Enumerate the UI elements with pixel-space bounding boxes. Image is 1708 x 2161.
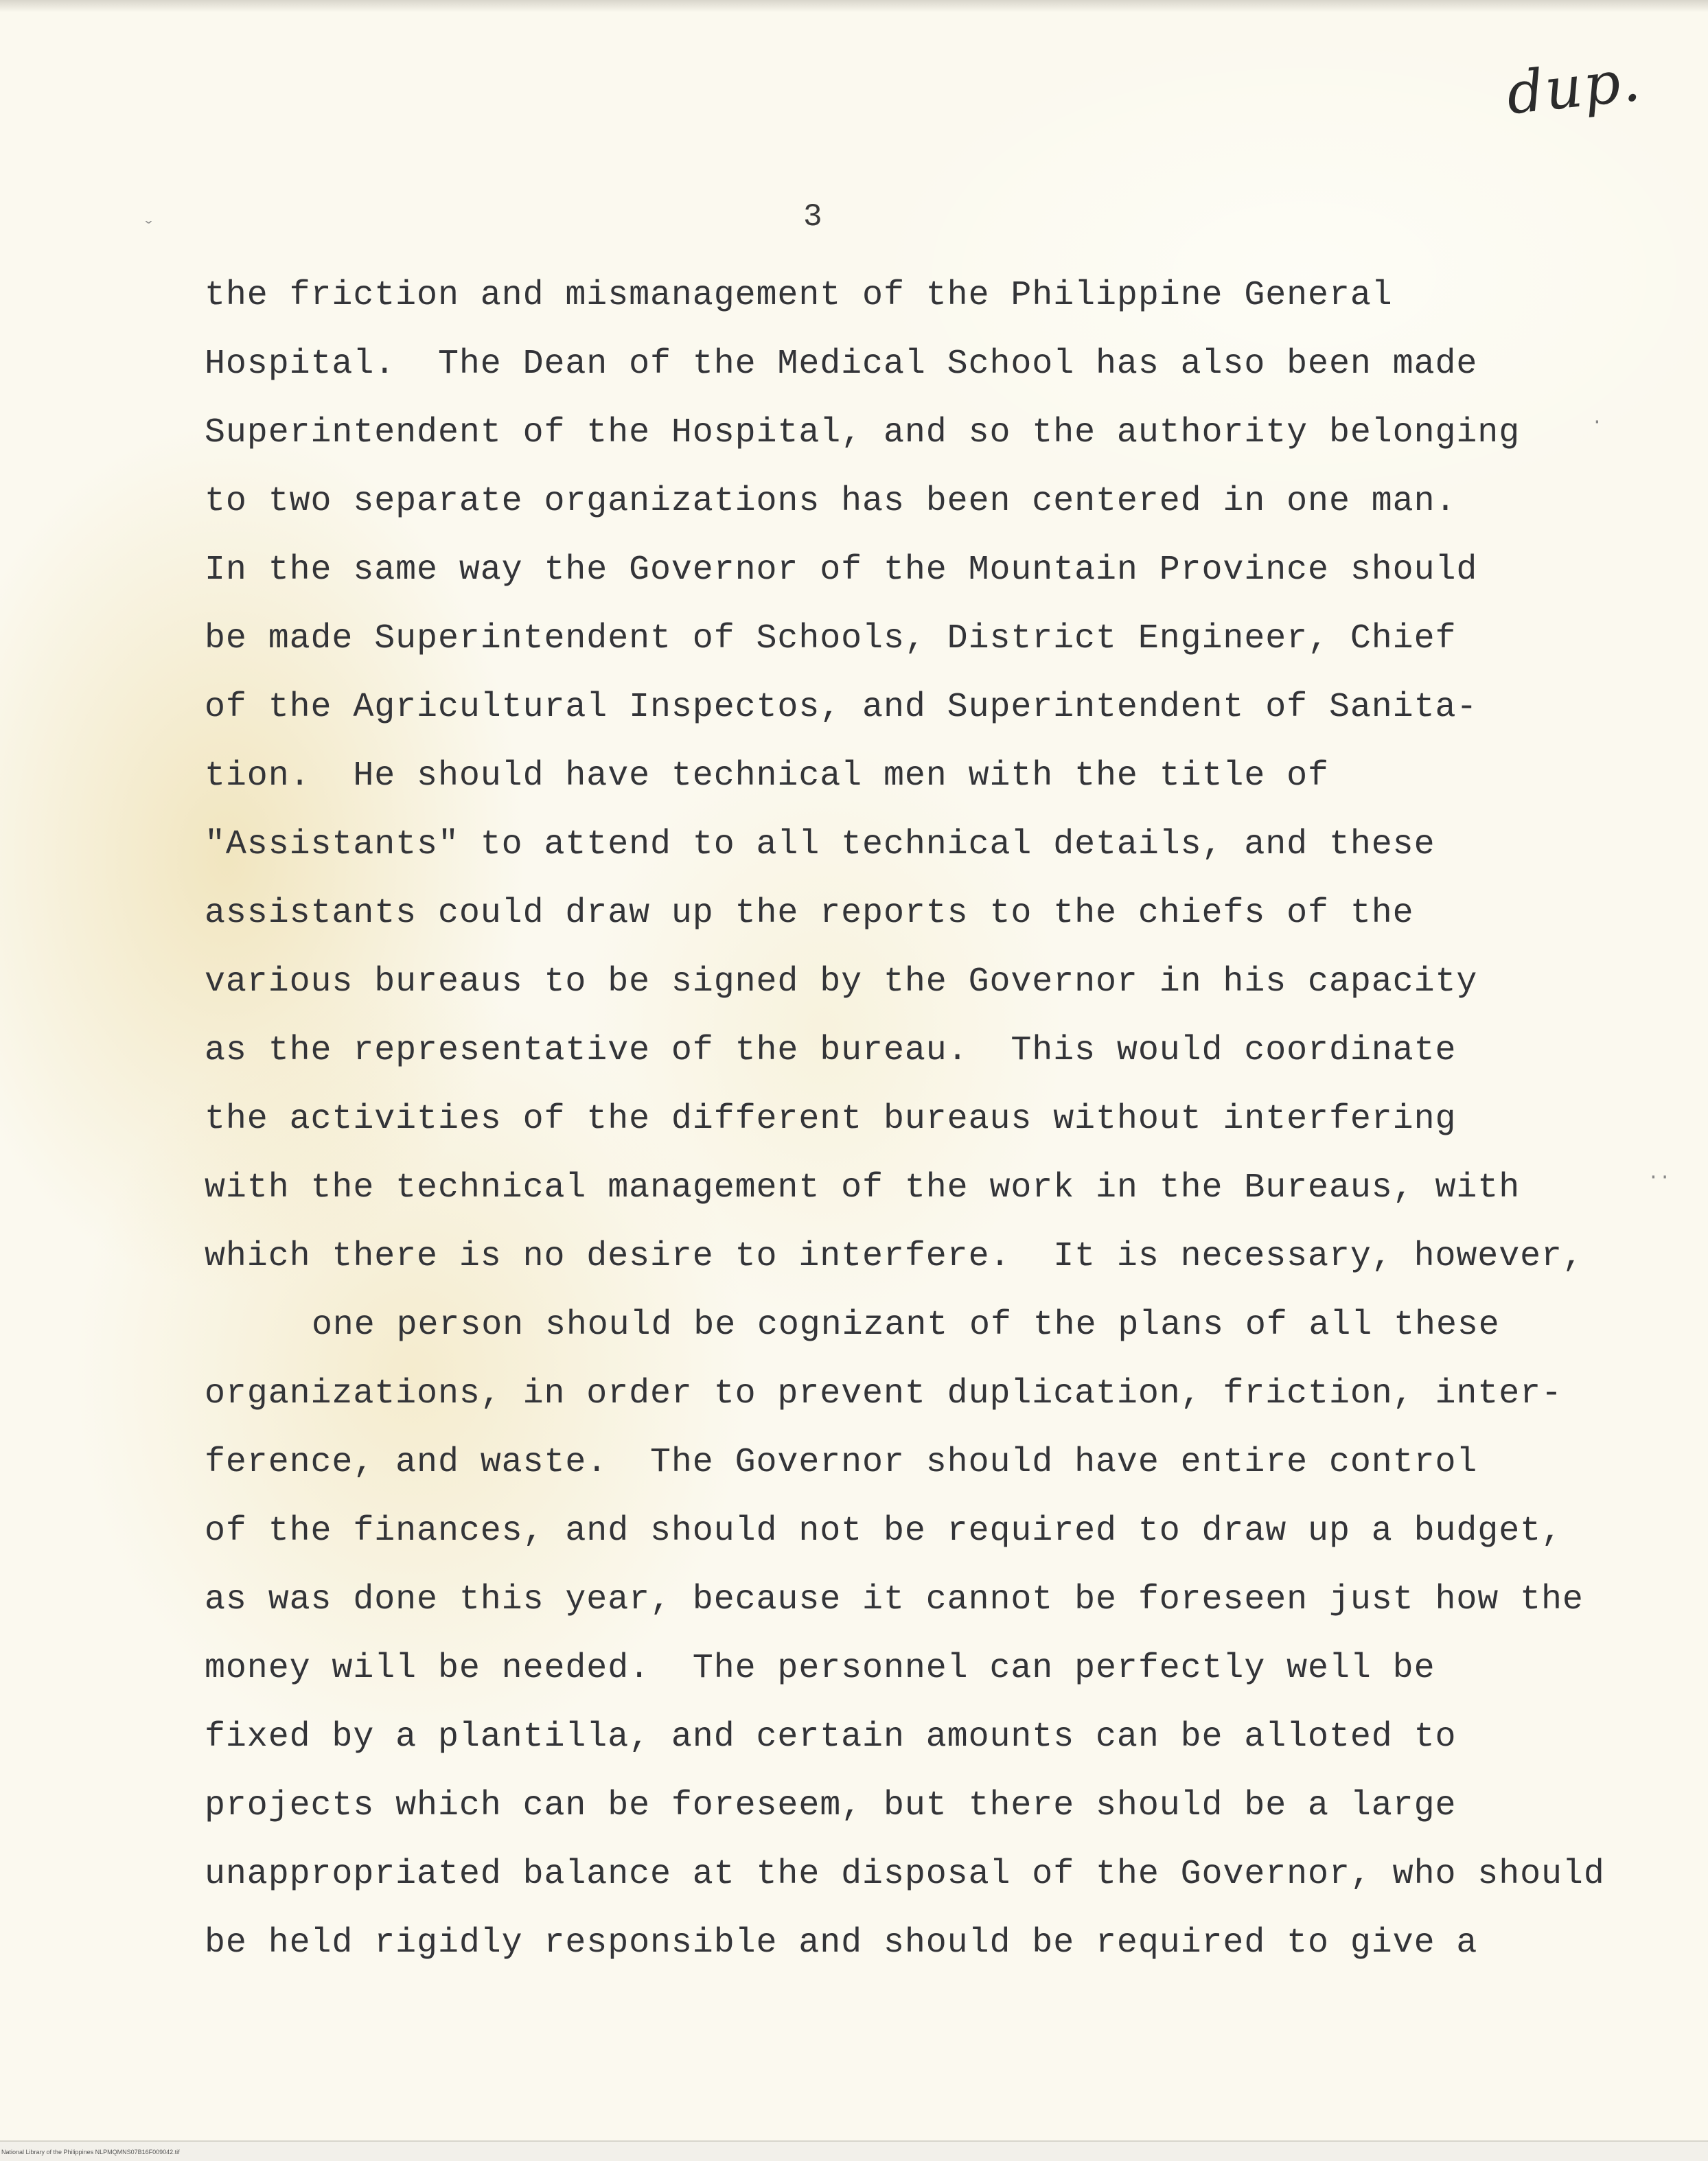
footer-caption: National Library of the Philippines NLPMQMNS07B16F009042.tif	[1, 2149, 180, 2156]
text-line-indented: one person should be cognizant of the plans of all these	[312, 1306, 1500, 1345]
body-text	[205, 272, 1660, 1988]
text-line: unappropriated balance at the disposal of the Governor, who should	[205, 1855, 1605, 1894]
stray-mark: ˇ	[143, 220, 154, 241]
text-line: ference, and waste. The Governor should have entire control	[205, 1443, 1478, 1482]
text-line: projects which can be foreseem, but there should be a large	[205, 1786, 1457, 1825]
text-line: which there is no desire to interfere. It is necessary, however,	[205, 1237, 1584, 1276]
text-line: Hospital. The Dean of the Medical School has also been made	[205, 345, 1478, 384]
text-line: as the representative of the bureau. This would coordinate	[205, 1031, 1457, 1070]
text-line: the friction and mismanagement of the Philippine General	[205, 276, 1393, 315]
scan-bottom-strip	[0, 2140, 1708, 2161]
text-line: various bureaus to be signed by the Governor in his capacity	[205, 962, 1478, 1002]
text-line: Superintendent of the Hospital, and so the authority belonging	[205, 413, 1521, 452]
text-line: organizations, in order to prevent duplication, friction, inter-	[205, 1374, 1562, 1413]
text-line: as was done this year, because it cannot be foreseen just how the	[205, 1580, 1584, 1619]
handwritten-annotation: dup.	[1503, 46, 1645, 128]
text-line: the activities of the different bureaus without interfering	[205, 1100, 1457, 1139]
text-line: of the Agricultural Inspectos, and Superintendent of Sanita-	[205, 688, 1478, 727]
text-line: fixed by a plantilla, and certain amounts can be alloted to	[205, 1718, 1457, 1757]
text-line: of the finances, and should not be required to draw up a budget,	[205, 1512, 1562, 1551]
text-line: be held rigidly responsible and should be required to give a	[205, 1923, 1478, 1963]
text-line: "Assistants" to attend to all technical details, and these	[205, 825, 1435, 864]
stray-mark: ·	[1591, 412, 1603, 433]
text-line: to two separate organizations has been centered in one man.	[205, 482, 1457, 521]
stray-mark: ··	[1648, 1167, 1671, 1188]
page-number: 3	[803, 199, 822, 235]
text-line: tion. He should have technical men with the title of	[205, 756, 1329, 796]
text-line: money will be needed. The personnel can perfectly well be	[205, 1649, 1435, 1688]
scan-top-edge	[0, 0, 1708, 12]
text-line: In the same way the Governor of the Mountain Province should	[205, 551, 1478, 590]
text-line: be made Superintendent of Schools, District Engineer, Chief	[205, 619, 1457, 658]
text-line: assistants could draw up the reports to the chiefs of the	[205, 894, 1414, 933]
text-line: with the technical management of the work in the Bureaus, with	[205, 1168, 1521, 1207]
